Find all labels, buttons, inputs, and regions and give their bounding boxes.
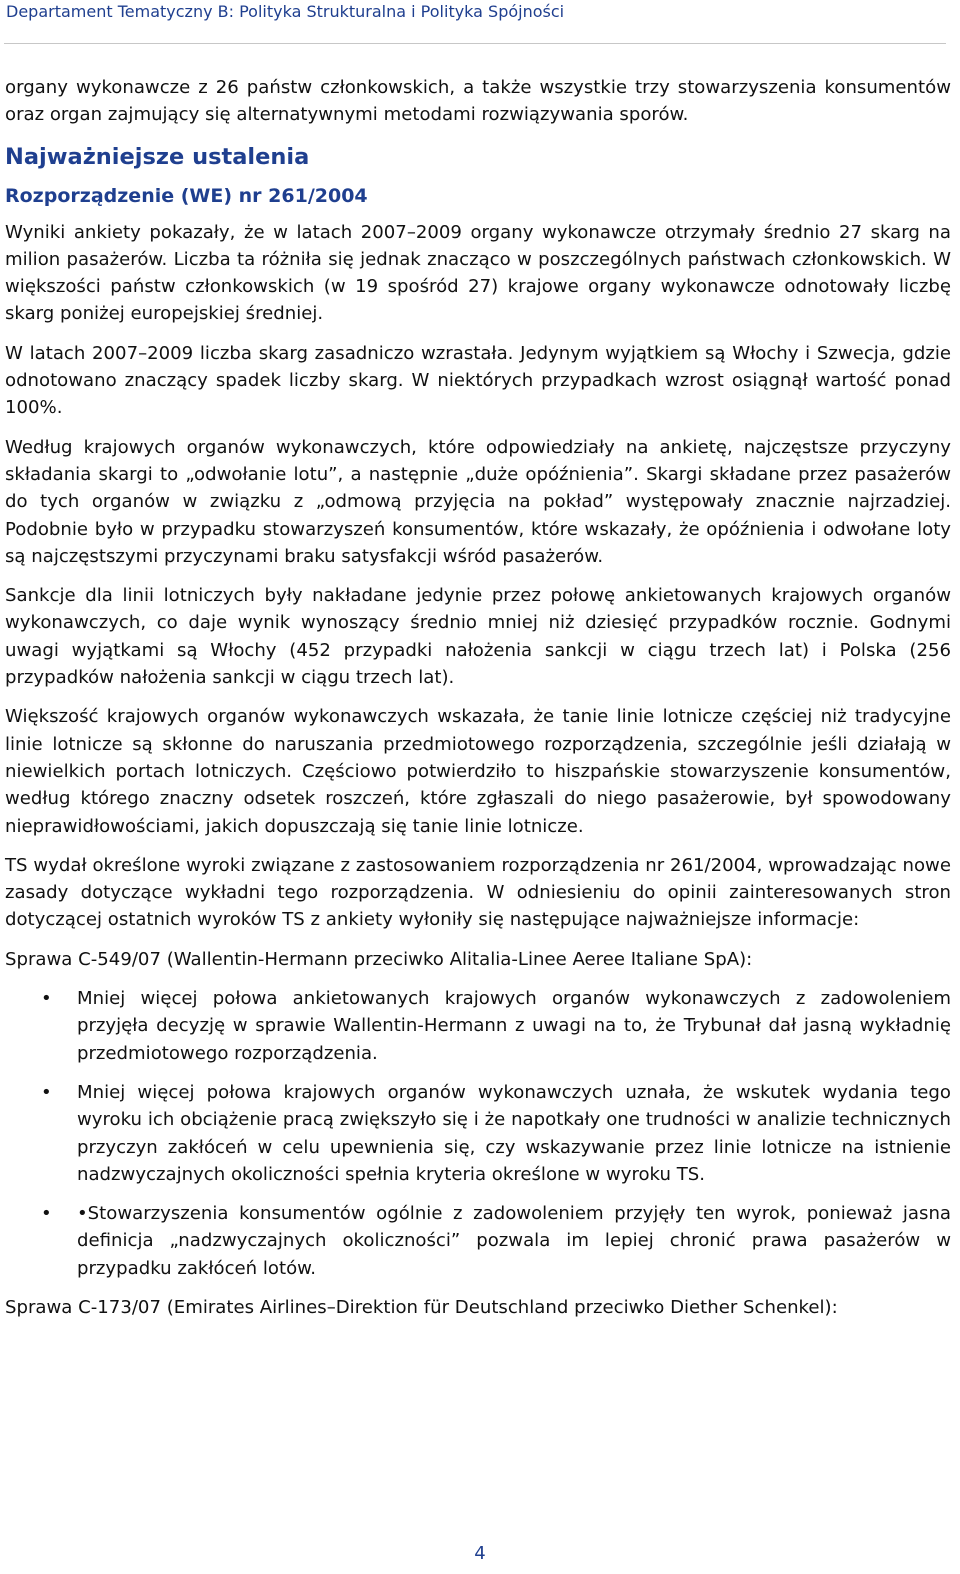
- paragraph: Większość krajowych organów wykonawczych wskazała, że tanie linie lotnicze częściej niż tradycyjne linie lotnicze są skłonne do naruszania przedmiotowego rozporządzenia, szczególnie jeśli działają w niewielkich portach lotniczych. Częściowo potwierdziło to hiszpańskie stowarzyszenie konsumentów, według którego znaczny odsetek roszczeń, które zgłaszali do niego pasażerowie, był spowodowany nieprawidłowościami, jakich dopuszczają się tanie linie lotnicze.: [5, 706, 951, 837]
- list-item-text: •Stowarzyszenia konsumentów ogólnie z zadowoleniem przyjęły ten wyrok, ponieważ jasna definicja „nadzwyczajnych okoliczności” pozwala im lepiej chronić prawa pasażerów w przypadku zakłóceń lotów.: [77, 1203, 951, 1279]
- case-heading: Sprawa C-173/07 (Emirates Airlines–Direktion für Deutschland przeciwko Diether Schenkel):: [5, 1296, 838, 1318]
- paragraph: Sankcje dla linii lotniczych były nakładane jedynie przez połowę ankietowanych krajowych organów wykonawczych, co daje wynik wynoszący średnio mniej niż dziesięć przypadków rocznie. Godnymi uwagi wyjątkami są Włochy (452 przypadki nałożenia sankcji w ciągu trzech lat) i Polska (256 przypadków nałożenia sankcji w ciągu trzech lat).: [5, 585, 951, 689]
- subsection-heading: Rozporządzenie (WE) nr 261/2004: [5, 184, 368, 207]
- section-heading: Najważniejsze ustalenia: [5, 143, 310, 170]
- header-divider: [4, 43, 946, 44]
- intro-paragraph: organy wykonawcze z 26 państw członkowskich, a także wszystkie trzy stowarzyszenia konsumentów oraz organ zajmujący się alternatywnymi metodami rozwiązywania sporów.: [5, 77, 951, 126]
- page-number: 4: [474, 1543, 486, 1564]
- list-item-text: Mniej więcej połowa ankietowanych krajowych organów wykonawczych z zadowoleniem przyjęła decyzję w sprawie Wallentin-Hermann z uwagi na to, że Trybunał dał jasną wykładnię przedmiotowego rozporządzenia.: [77, 988, 951, 1064]
- bullet-list: [5, 985, 951, 1282]
- document-body: [5, 74, 951, 1333]
- case-heading: Sprawa C-549/07 (Wallentin-Hermann przeciwko Alitalia-Linee Aeree Italiane SpA):: [5, 948, 753, 970]
- paragraph: Wyniki ankiety pokazały, że w latach 2007–2009 organy wykonawcze otrzymały średnio 27 skarg na milion pasażerów. Liczba ta różniła się jednak znacząco w poszczególnych państwach członkowskich. W większości państw członkowskich (w 19 spośród 27) krajowe organy wykonawcze odnotowały liczbę skarg poniżej europejskiej średniej.: [5, 221, 951, 325]
- bullet-icon: •: [41, 1203, 52, 1225]
- paragraph: W latach 2007–2009 liczba skarg zasadniczo wzrastała. Jedynym wyjątkiem są Włochy i Szwecja, gdzie odnotowano znaczący spadek liczby skarg. W niektórych przypadkach wzrost osiągnął wartość ponad 100%.: [5, 342, 951, 419]
- bullet-icon: •: [41, 1081, 52, 1103]
- list-item: [5, 1200, 951, 1282]
- bullet-icon: •: [41, 988, 52, 1010]
- list-item-text: Mniej więcej połowa krajowych organów wykonawczych uznała, że wskutek wydania tego wyroku ich obciążenie pracą zwiększyło się i że napotkały one trudności w analizie technicznych przyczyn zakłóceń w celu upewnienia się, czy wskazywanie przez linie lotnicze na istnienie nadzwyczajnych okoliczności spełnia kryteria określone w wyroku TS.: [77, 1081, 951, 1185]
- paragraph: TS wydał określone wyroki związane z zastosowaniem rozporządzenia nr 261/2004, wprowadzając nowe zasady dotyczące wykładni tego rozporządzenia. W odniesieniu do opinii zainteresowanych stron dotyczącej ostatnich wyroków TS z ankiety wyłoniły się następujące najważniejsze informacje:: [5, 854, 951, 931]
- running-header: Departament Tematyczny B: Polityka Strukturalna i Polityka Spójności: [6, 2, 565, 21]
- list-item: [5, 1079, 951, 1188]
- paragraph: Według krajowych organów wykonawczych, które odpowiedziały na ankietę, najczęstsze przyczyny składania skargi to „odwołanie lotu”, a następnie „duże opóźnienia”. Skargi składane przez pasażerów do tych organów w związku z „odmową przyjęcia na pokład” występowały znacznie najrzadziej. Podobnie było w przypadku stowarzyszeń konsumentów, które wskazały, że opóźnienia i odwołane loty są najczęstszymi przyczynami braku satysfakcji wśród pasażerów.: [5, 436, 951, 567]
- list-item: [5, 985, 951, 1067]
